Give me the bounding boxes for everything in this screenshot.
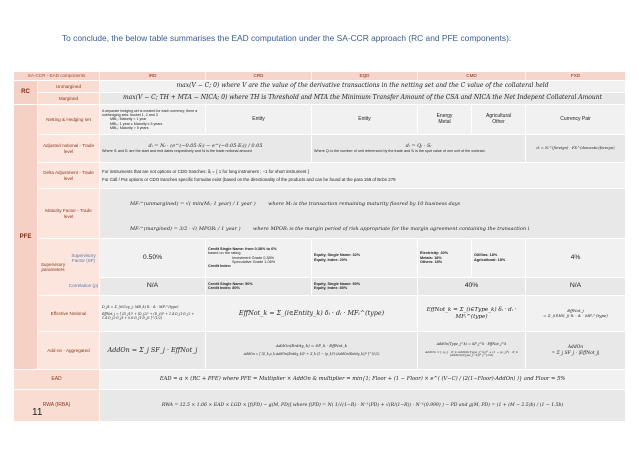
hedging-ird <box>100 105 206 135</box>
sf-cmd-line: Electricity: 40% <box>420 251 449 256</box>
addon-fxd <box>526 332 626 370</box>
sf-crd-line: Speculative Grade 1.06% <box>232 260 276 265</box>
sf-fxd: 4% <box>526 239 626 278</box>
corr-cmd: 40% <box>418 277 526 295</box>
hedging-ird-line: MBt₂: 1 year ≤ Maturity ≤ 5 years <box>110 121 163 126</box>
ead-label: EAD <box>14 370 100 390</box>
adjusted-ird-note: Where Sᵢ and Eᵢ are the start and end dates respectively and Nᵢ is the trade notional amount <box>102 149 252 154</box>
delta-row <box>14 163 626 189</box>
sf-cmd-line: Agricultural: 18% <box>474 257 506 262</box>
hedging-ird-line: A separate hedging set is created for each currency; there a <box>102 109 198 114</box>
addon-crd-a: AddOn(Entity_k) = SF_k · EffNot_k <box>276 343 348 349</box>
supervisory-factor-row <box>14 239 626 278</box>
sf-cmd-line: Oil/Gas: 18% <box>474 253 498 258</box>
corr-eqd-line: Equity, Index: 80% <box>314 286 348 291</box>
hedging-eqd: Entity <box>312 105 418 135</box>
header-cmd: CMD <box>418 72 526 81</box>
delta-line-2: For Call / Put options or CDO tranches specific formulas exist (based on the directionality of the products and can be found at the para 159 of Bcbs 279 <box>102 176 396 182</box>
sf-eqd-line: Equity, Index: 20% <box>314 257 348 262</box>
rc-unmargined-label: Unmargined <box>38 81 100 93</box>
delta-content <box>100 163 626 189</box>
effective-fxd-a: EffNot_j <box>567 307 584 313</box>
maturity-unmargined-formula: MFᵢ^(unmargined) = √( min(Mᵢ; 1 year) / 1 year ) <box>130 201 256 208</box>
delta-label: Delta Adjustment - Trade level <box>38 163 100 189</box>
table-header-row <box>14 72 626 81</box>
sf-crd-line: based on the rating <box>208 251 241 256</box>
rc-margined-formula: max(V − C; TH + MTA − NICA; 0) where TH is Threshold and MTA the Minimum Transfer Amount of the CSA and NICA the Net Indepent Collateral Amount <box>100 93 626 105</box>
corr-eqd-line: Equity, Single Name: 50% <box>314 281 361 286</box>
hedging-cmd-a <box>418 105 472 135</box>
addon-ird: AddOn = Σ_j SF_j · EffNot_j <box>100 332 206 370</box>
supervisory-label: Supervisory parameters <box>40 261 66 272</box>
addon-cmd <box>418 332 526 370</box>
ead-summary-table <box>13 71 626 422</box>
rc-label: RC <box>14 81 38 105</box>
hedging-ird-line: subhedging sets: bucket 1, 2 and 3 <box>102 113 158 118</box>
corr-ird: N/A <box>100 277 206 295</box>
rwa-row <box>14 390 626 422</box>
ead-row <box>14 370 626 390</box>
maturity-unmargined <box>130 192 623 210</box>
maturity-content <box>100 189 626 239</box>
header-ird: IRD <box>100 72 206 81</box>
pfe-label: PFE <box>14 105 38 370</box>
rwa-label: RWA (IRBA) <box>14 390 100 422</box>
sf-crd-line: Investment Grade 0.38% <box>232 255 275 260</box>
adjusted-eqd-note: Where Qᵢ is the number of unit referenced by the trade and Sᵢ is the spot value of one unit of the contract. <box>314 149 486 154</box>
rc-margined-label: Margined <box>38 93 100 105</box>
corr-crd-line: Credit Single Name: 50% <box>208 281 253 286</box>
ead-formula: EAD = α × (RC + PFE) where PFE = Multiplier × AddOn & multiplier = min{1; Floor + (1 − Floor) × e^( (V−C) / (2(1−Floor)·AddOn) )} and Floor = 5% <box>100 370 626 390</box>
hedging-ird-line: MBt₃: Maturity > 5 years <box>110 125 149 130</box>
maturity-unmargined-note: where Mᵢ is the transaction remaining maturity floored by 10 business days <box>268 201 461 208</box>
sf-crd-line: Credit Index: <box>208 264 232 269</box>
corr-crd <box>206 277 312 295</box>
adjusted-ird-formula: dᵢ = Nᵢ · (e^(−0.05·Sᵢ) − e^(−0.05·Eᵢ)) / 0.05 <box>148 142 263 149</box>
corr-crd-line: Credit Index: 80% <box>208 286 240 291</box>
addon-cmd-b: AddOn = [ (ρ_j · Σ_k AddOn(Type_j^k))² + (1 − (ρ_j)²) · Σ_k (AddOn(Type_j^k))² ]^(1/2) <box>425 349 518 358</box>
effective-ird-b: EffNot_j = [ (D_j1)² + (D_j2)² + (D_j3)² + 1.4·D_j1·D_j2 + 1.4·D_j2·D_j3 + 0.6·D_j1·D_j3 ]^(1/2) <box>102 312 195 320</box>
supervisory-parameters <box>38 239 100 296</box>
hedging-fxd: Currency Pair <box>526 105 626 135</box>
adjusted-fxd-formula: dᵢ = Nᵢ^(foreign) · FX^(domestic/foreign) <box>526 135 626 163</box>
hedging-crd: Entity <box>206 105 312 135</box>
adjusted-label: Adjusted notional - Trade level <box>38 135 100 163</box>
sf-ird: 0.50% <box>100 239 206 278</box>
effective-fxd-b: = Σ_(i∈HS_j) δᵢ · dᵢ · MFᵢ^(type) <box>543 312 608 318</box>
hedging-row <box>14 105 626 135</box>
header-eqd: EQD <box>312 72 418 81</box>
addon-fxd-b: = Σ_j SF_j · |EffNot_j| <box>551 350 600 356</box>
addon-fxd-a: AddOn <box>567 345 584 351</box>
corr-fxd: N/A <box>526 277 626 295</box>
sf-cmd-b <box>472 239 526 278</box>
effective-cmd: EffNot_k = Σ_(i∈Type_k) δᵢ · dᵢ · MFᵢ^(type) <box>418 296 526 332</box>
rc-unmargined-row <box>14 81 626 93</box>
addon-cmd-a: AddOn(Type_j^k) = SF_j^k · EffNot_j^k <box>436 342 507 346</box>
effective-row <box>14 296 626 332</box>
rwa-formula: RWA = 12.5 × 1.06 × EAD × LGD × [f(PD) − g(M, PD)] where f(PD) = N( 1/√(1−R) · N⁻¹(PD) + √(R/(1−R)) · N⁻¹(0.999) ) − PD and g(M, PD) = (1 + (M − 2.5)b) / (1 − 1.5b) <box>100 390 626 422</box>
page-number: 11 <box>32 407 43 418</box>
sf-crd <box>206 239 312 278</box>
hedging-cmd-energy: Energy <box>436 112 453 119</box>
correlation-label: Correlation (ρ) <box>68 283 99 289</box>
maturity-row <box>14 189 626 239</box>
maturity-label: Maturity Factor - Trade level <box>38 189 100 239</box>
effective-label: Effective Notional <box>38 296 100 332</box>
intro-text: To conclude, the below table summarises the EAD computation under the SA-CCR approach (RC and PFE components): <box>62 33 512 43</box>
addon-row <box>14 332 626 370</box>
sf-eqd-line: Equity, Single Name: 32% <box>314 253 361 258</box>
maturity-margined-note: where MPORᵢ is the margin period of risk appropriate for the margin agreement containing the transaction i <box>253 225 530 232</box>
maturity-margined <box>130 217 623 235</box>
adjusted-eqd-formula: dᵢ = Qᵢ · Sᵢ <box>405 142 432 149</box>
adjusted-ird <box>100 135 312 163</box>
sf-eqd <box>312 239 418 278</box>
hedging-cmd-b <box>472 105 526 135</box>
maturity-margined-formula: MFᵢ^(margined) = 3/2 · √( MPORᵢ / 1 year ) <box>130 225 241 232</box>
sf-cmd-line: Others: 18% <box>420 260 443 265</box>
hedging-cmd-agricultural: Agricultural <box>486 112 512 119</box>
effective-ird <box>100 296 206 332</box>
adjusted-row <box>14 135 626 163</box>
effective-ird-a: D_jk = Σ_(i∈Ccy_j, MB_k) δᵢ · dᵢ · MFᵢ^(type) <box>102 305 179 310</box>
sf-cmd-line: Metals: 18% <box>420 255 442 260</box>
header-fxd: FXD <box>526 72 626 81</box>
hedging-label: Netting & Hedging set <box>38 105 100 135</box>
supervisory-factor-label: Supervisory Factor (SF) <box>71 252 96 263</box>
header-components: SA-CCR - EAD components <box>14 72 100 81</box>
rc-margined-row <box>14 93 626 105</box>
hedging-ird-line: MBt₁: Maturity < 1 year <box>110 117 147 122</box>
adjusted-eqd <box>312 135 526 163</box>
rc-unmargined-formula: max(V − C; 0) where V are the value of the derivative transactions in the netting set and the C value of the collateral held <box>100 81 626 93</box>
hedging-cmd-other: Other <box>492 118 505 125</box>
delta-line-1: For instruments that are not options or CDO tranches: δᵢ = { 1 for long instrument ; −1 for short instrument } <box>102 169 310 175</box>
sf-cmd-a <box>418 239 472 278</box>
effective-fxd <box>526 296 626 332</box>
sf-crd-line: Credit Single Name: from 0.38% to 6% <box>208 246 277 251</box>
corr-eqd <box>312 277 418 295</box>
header-crd: CRD <box>206 72 312 81</box>
addon-crd-eqd <box>206 332 418 370</box>
addon-crd-b: AddOn = [ (Σ_k ρ_k·AddOn(Entity_k))² + Σ_k (1 − (ρ_k)²)·(AddOn(Entity_k))² ]^(1/2) <box>243 351 380 356</box>
hedging-cmd-metal: Metal <box>438 118 451 125</box>
effective-crd-eqd: EffNot_k = Σ_(i∈Entity_k) δᵢ · dᵢ · MFᵢ^(type) <box>206 296 418 332</box>
correlation-row <box>14 277 626 295</box>
addon-label: Add-on - Aggregated <box>38 332 100 370</box>
